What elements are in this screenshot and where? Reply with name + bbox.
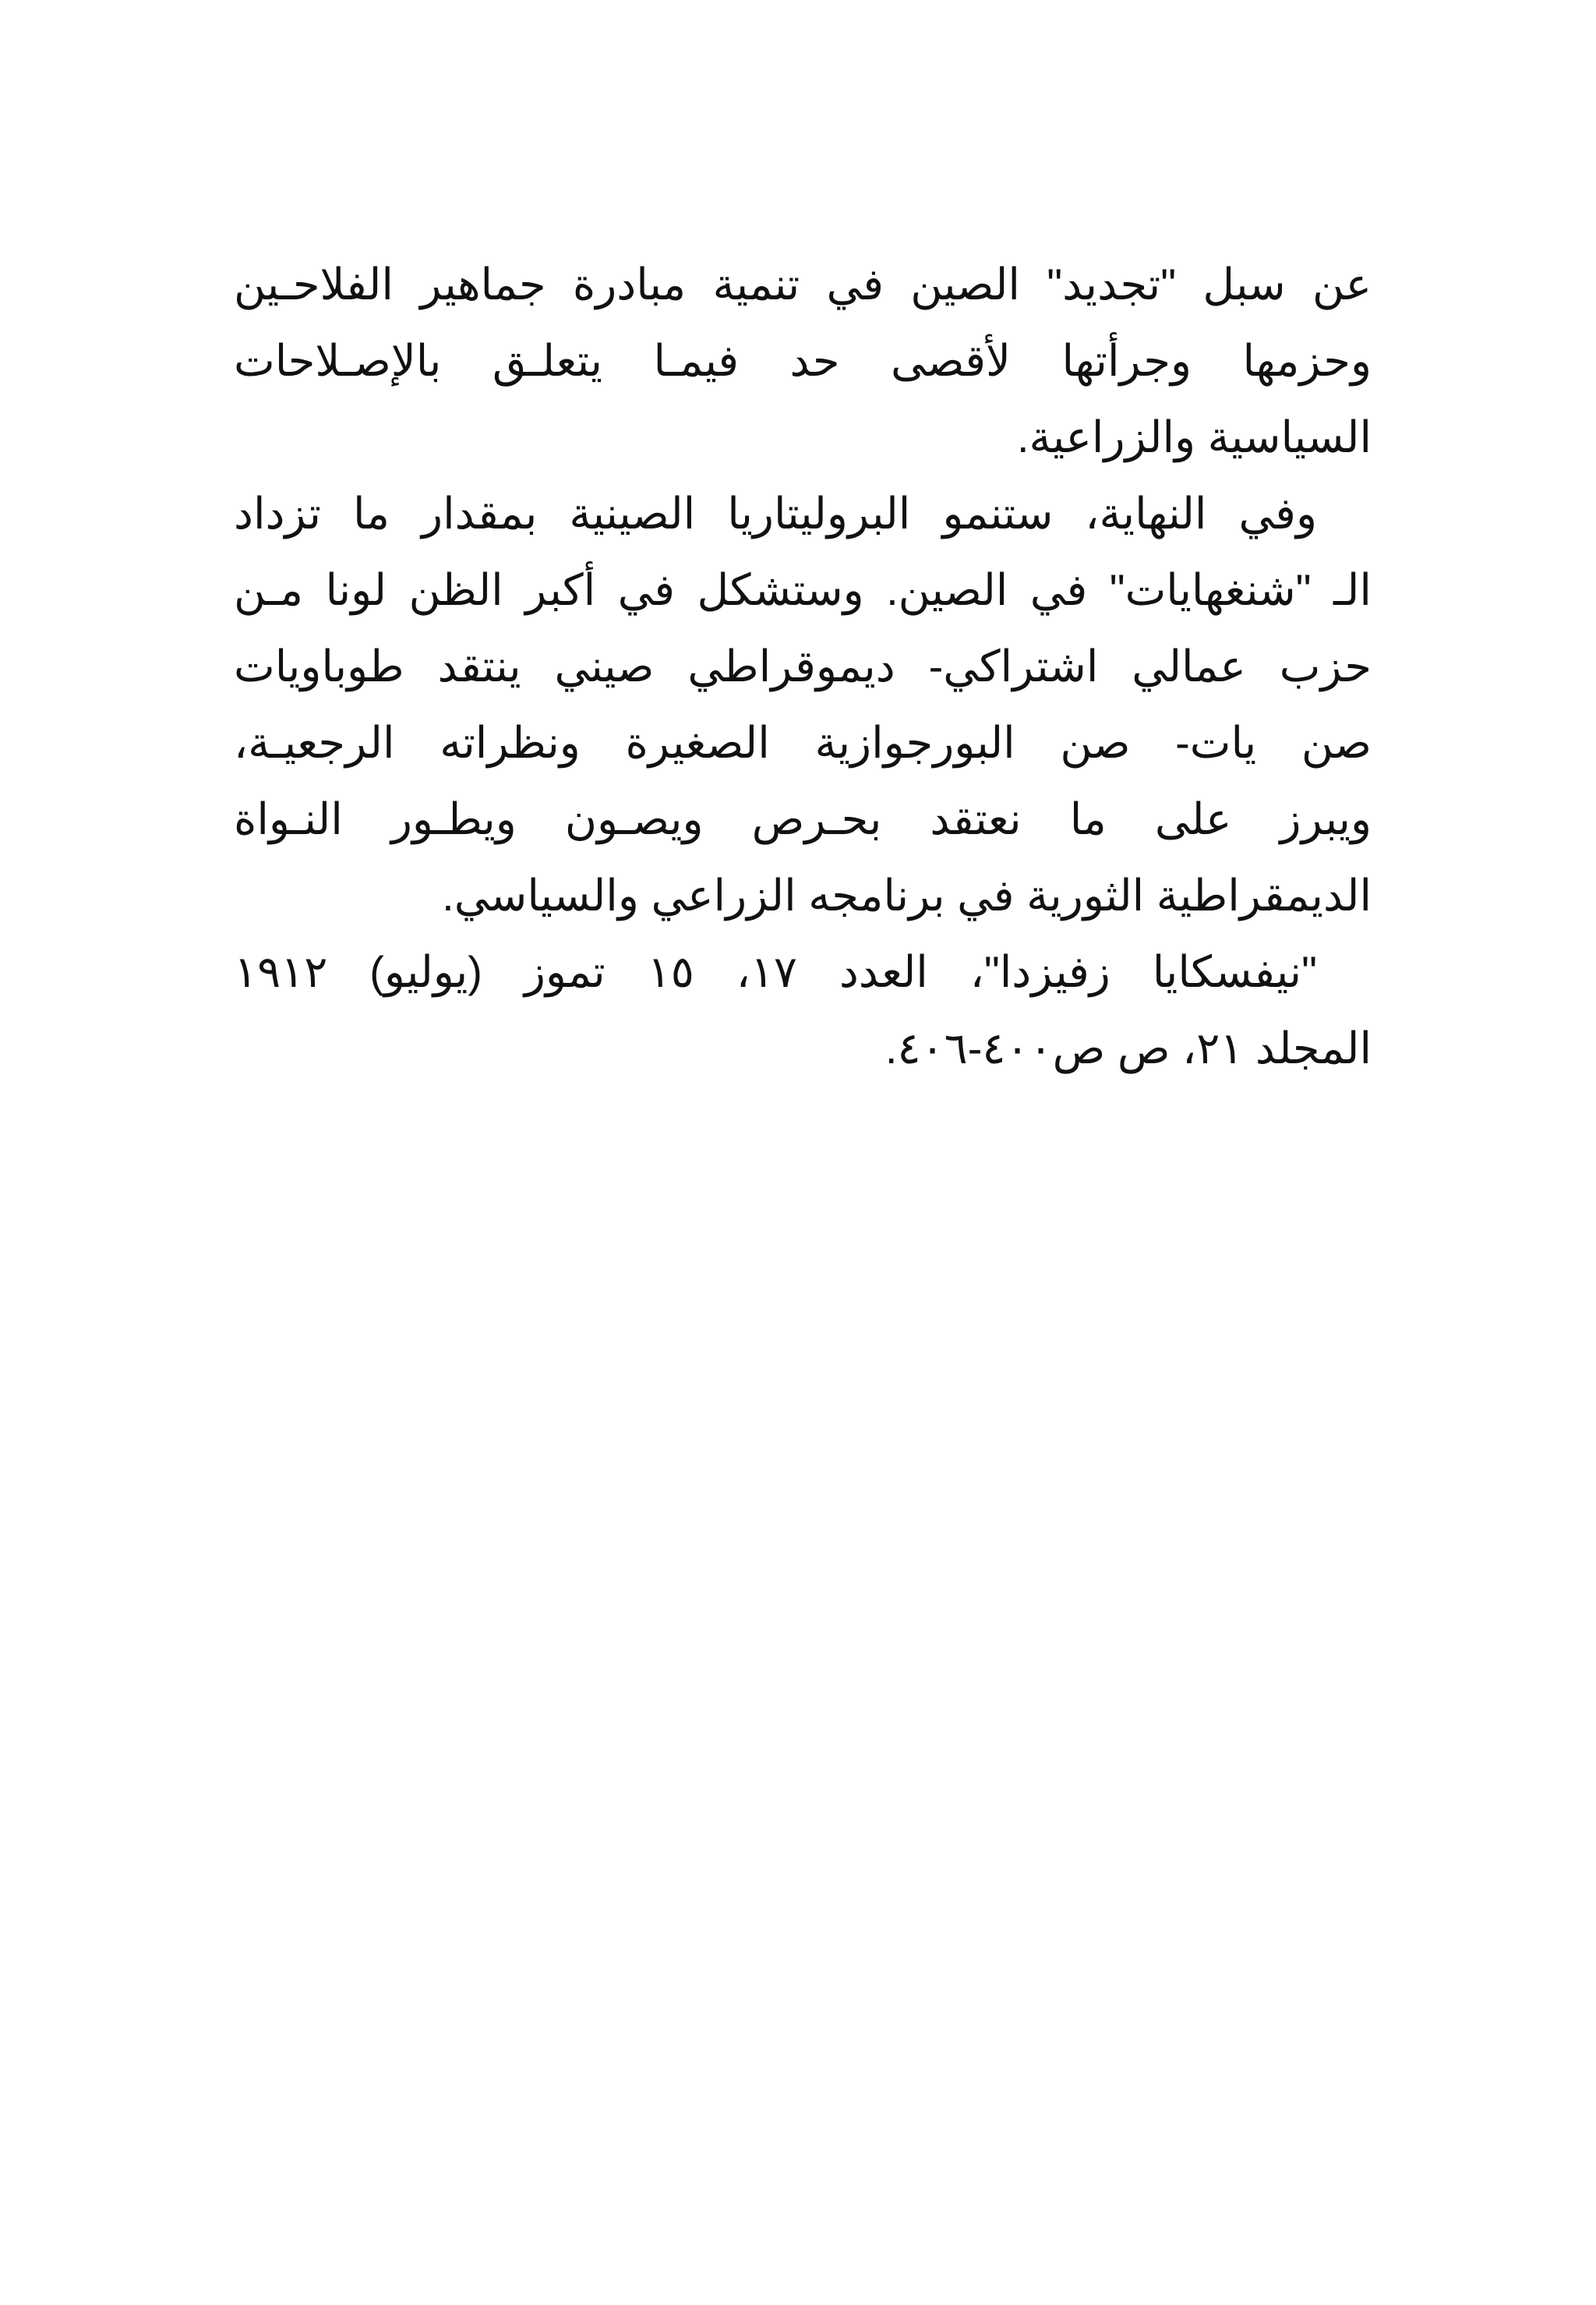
citation-line: المجلد ٢١، ص ص٤٠٠-٤٠٦. — [885, 1023, 1372, 1073]
text-line: السياسية والزراعية. — [1017, 412, 1372, 461]
paragraph-1 — [234, 246, 1372, 475]
text-line: وحزمها وجرأتها لأقصى حد فيمـا يتعلـق بالإصـلاحات — [234, 336, 1372, 385]
text-line: وفي النهاية، ستنمو البروليتاريا الصينية بمقدار ما تزداد — [234, 489, 1317, 538]
text-line: حزب عمالي اشتراكي- ديموقراطي صيني ينتقد طوباويات — [234, 642, 1372, 691]
paragraph-2 — [234, 475, 1372, 934]
citation — [234, 934, 1372, 1087]
citation-line: "نيفسكايا زفيزدا"، العدد ١٧، ١٥ تموز (يوليو) ١٩١٢ — [234, 947, 1317, 996]
text-line: عن سبل "تجديد" الصين في تنمية مبادرة جماهير الفلاحـين — [234, 260, 1372, 309]
text-line: الـ "شنغهايات" في الصين. وستشكل في أكبر الظن لونا مـن — [234, 565, 1372, 614]
text-line: صن يات- صن البورجوازية الصغيرة ونظراته الرجعيـة، — [234, 718, 1372, 767]
text-line: ويبرز على ما نعتقد بحـرص ويصـون ويطـور النـواة — [234, 794, 1372, 843]
body-text — [234, 246, 1372, 1087]
text-line: الديمقراطية الثورية في برنامجه الزراعي والسياسي. — [442, 871, 1372, 920]
